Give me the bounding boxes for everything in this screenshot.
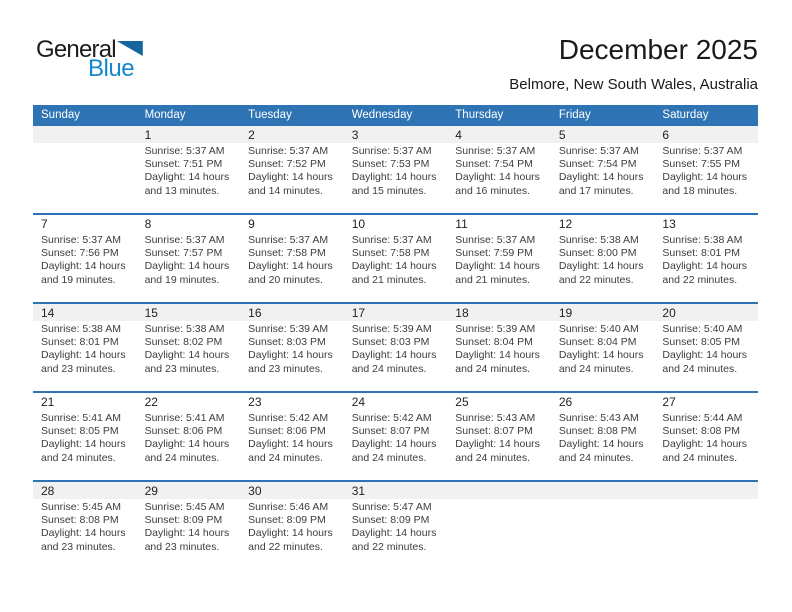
day-number: 21 [41,395,55,409]
day-cell [447,410,551,465]
day-detail-line: Sunrise: 5:37 AM [248,234,329,246]
day-detail-line: Sunrise: 5:42 AM [351,412,432,424]
day-detail-line: Daylight: 14 hours [144,171,230,184]
week-row [33,391,758,480]
day-number [654,482,758,499]
day-detail-line: and 24 minutes. [455,362,530,375]
day-number: 9 [248,217,255,231]
day-number-strip [33,482,758,499]
day-number-strip [33,393,758,410]
day-number [447,482,551,499]
day-detail-line: Sunrise: 5:37 AM [248,145,329,157]
day-number: 16 [248,306,262,320]
day-number: 11 [455,217,468,231]
day-detail-line: and 13 minutes. [144,184,220,197]
day-detail-line: Daylight: 14 hours [558,349,644,362]
day-number: 14 [41,306,55,320]
day-detail-line: Daylight: 14 hours [558,438,644,451]
day-detail-line: Sunrise: 5:43 AM [558,412,639,424]
day-detail-line: Sunset: 8:09 PM [144,514,223,527]
day-cell [344,232,448,287]
day-cell [344,499,448,554]
day-detail-line: and 21 minutes. [351,273,427,286]
day-detail-line: Sunset: 8:05 PM [41,425,119,438]
weekday-header-friday: Friday [558,108,591,121]
day-cell [344,410,448,465]
day-number: 29 [144,484,158,498]
day-number: 24 [351,395,366,409]
day-number: 4 [455,128,462,142]
day-detail-line: Daylight: 14 hours [351,171,437,184]
weekday-header-tuesday: Tuesday [248,108,292,121]
day-detail-line: Sunset: 7:54 PM [455,158,533,171]
day-detail-line: Sunset: 8:05 PM [662,336,741,349]
day-detail-line: and 23 minutes. [144,362,220,375]
day-number: 26 [558,395,573,409]
day-detail-line: Daylight: 14 hours [455,260,540,273]
day-cell [551,321,655,376]
day-number: 25 [455,395,469,409]
day-number: 27 [662,395,676,409]
day-number: 18 [455,306,469,320]
day-detail-line: Sunset: 8:08 PM [662,425,741,438]
day-cell [240,232,344,287]
weekday-header-saturday: Saturday [662,108,709,121]
day-detail-line: and 20 minutes. [248,273,323,286]
day-number-strip [33,304,758,321]
day-detail-line: Daylight: 14 hours [455,349,540,362]
day-detail-line: Daylight: 14 hours [662,349,748,362]
day-detail-line: Sunset: 8:03 PM [248,336,326,349]
day-details-row [33,232,758,287]
day-cell [654,321,758,376]
day-details-row [33,143,758,198]
day-detail-line: Sunset: 8:04 PM [455,336,533,349]
week-row [33,480,758,569]
day-detail-line: and 22 minutes. [248,540,323,553]
day-number: 20 [662,306,676,320]
day-detail-line: Sunrise: 5:47 AM [351,501,432,513]
day-number: 28 [41,484,55,498]
day-cell [33,232,137,287]
day-cell [447,321,551,376]
day-detail-line: and 24 minutes. [558,451,634,464]
day-cell [137,410,241,465]
day-cell [551,232,655,287]
day-detail-line: Daylight: 14 hours [351,349,437,362]
day-detail-line: Sunset: 8:06 PM [248,425,326,438]
day-detail-line: and 23 minutes. [41,540,116,553]
day-detail-line: Sunrise: 5:38 AM [144,323,225,335]
day-number: 12 [558,217,573,231]
day-detail-line: Sunrise: 5:37 AM [351,234,432,246]
day-detail-line: Sunset: 7:56 PM [41,247,119,260]
day-detail-line: Daylight: 14 hours [41,260,126,273]
day-number: 22 [144,395,158,409]
calendar-table [33,105,758,569]
weekday-header-monday: Monday [144,108,186,121]
day-cell [654,143,758,198]
day-detail-line: Daylight: 14 hours [41,438,126,451]
weekday-header-wednesday: Wednesday [351,108,413,121]
day-detail-line: Sunset: 7:52 PM [248,158,326,171]
day-number: 10 [351,217,366,231]
day-detail-line: Sunset: 7:53 PM [351,158,430,171]
day-detail-line: Sunrise: 5:38 AM [41,323,121,335]
day-detail-line: Daylight: 14 hours [662,260,748,273]
day-detail-line: Daylight: 14 hours [144,438,230,451]
day-detail-line: Sunrise: 5:42 AM [248,412,329,424]
day-detail-line: Sunset: 7:55 PM [662,158,741,171]
day-detail-line: Daylight: 14 hours [351,260,437,273]
day-detail-line: and 24 minutes. [662,362,738,375]
day-cell [240,410,344,465]
day-detail-line: Sunrise: 5:38 AM [662,234,743,246]
day-detail-line: Sunrise: 5:39 AM [351,323,432,335]
day-detail-line: and 23 minutes. [41,362,116,375]
day-detail-line: and 19 minutes. [144,273,220,286]
day-cell [654,232,758,287]
day-detail-line: Daylight: 14 hours [455,171,540,184]
day-cell [137,321,241,376]
week-row [33,302,758,391]
week-row [33,124,758,213]
day-cell [344,143,448,198]
day-detail-line: Daylight: 14 hours [351,438,437,451]
day-detail-line: Sunrise: 5:45 AM [41,501,121,513]
day-detail-line: Sunrise: 5:37 AM [144,234,225,246]
day-detail-line: Sunrise: 5:37 AM [455,234,536,246]
day-detail-line: and 24 minutes. [455,451,530,464]
day-details-row [33,499,758,554]
day-detail-line: Sunset: 7:59 PM [455,247,533,260]
day-detail-line: Sunset: 8:04 PM [558,336,637,349]
day-number: 19 [558,306,573,320]
day-detail-line: Sunrise: 5:41 AM [144,412,225,424]
day-detail-line: Sunset: 8:07 PM [351,425,430,438]
logo [36,36,143,83]
day-number [33,126,137,143]
day-number-strip [33,215,758,232]
day-detail-line: and 22 minutes. [351,540,427,553]
day-number: 3 [351,128,359,142]
weekday-header-sunday: Sunday [41,108,81,121]
day-cell [33,321,137,376]
day-detail-line: Daylight: 14 hours [248,260,333,273]
day-number [551,482,655,499]
day-cell [654,499,758,554]
day-detail-line: and 22 minutes. [558,273,634,286]
weekday-header-thursday: Thursday [455,108,504,121]
day-detail-line: and 24 minutes. [144,451,220,464]
day-number: 31 [351,484,366,498]
day-detail-line: Sunrise: 5:39 AM [248,323,329,335]
day-number: 7 [41,217,48,231]
day-detail-line: and 24 minutes. [41,451,116,464]
day-detail-line: and 24 minutes. [351,362,427,375]
day-cell [240,321,344,376]
weekday-header-row [33,105,758,124]
day-detail-line: Daylight: 14 hours [558,260,644,273]
day-detail-line: Sunset: 8:09 PM [351,514,430,527]
day-detail-line: and 21 minutes. [455,273,530,286]
day-detail-line: Sunset: 8:08 PM [558,425,637,438]
day-number: 23 [248,395,262,409]
day-cell [551,143,655,198]
day-number: 15 [144,306,158,320]
day-cell [240,499,344,554]
day-detail-line: Sunset: 8:02 PM [144,336,223,349]
day-detail-line: and 22 minutes. [662,273,738,286]
day-cell [137,232,241,287]
week-row [33,213,758,302]
day-detail-line: Sunset: 7:51 PM [144,158,223,171]
day-cell [551,499,655,554]
day-detail-line: Sunrise: 5:37 AM [662,145,743,157]
day-detail-line: and 19 minutes. [41,273,116,286]
day-detail-line: Sunrise: 5:37 AM [558,145,639,157]
day-detail-line: and 24 minutes. [558,362,634,375]
day-detail-line: and 14 minutes. [248,184,323,197]
day-cell [33,143,137,198]
day-detail-line: Daylight: 14 hours [248,349,333,362]
logo-general-text: General [36,36,116,63]
day-detail-line: and 24 minutes. [248,451,323,464]
day-cell [240,143,344,198]
day-detail-line: Sunrise: 5:44 AM [662,412,743,424]
day-detail-line: and 24 minutes. [662,451,738,464]
day-detail-line: Sunset: 8:08 PM [41,514,119,527]
day-details-row [33,321,758,376]
day-detail-line: and 24 minutes. [351,451,427,464]
day-detail-line: Sunset: 8:07 PM [455,425,533,438]
day-detail-line: Sunset: 7:54 PM [558,158,637,171]
day-detail-line: Sunrise: 5:39 AM [455,323,536,335]
day-detail-line: Sunrise: 5:37 AM [41,234,121,246]
day-detail-line: and 15 minutes. [351,184,427,197]
day-detail-line: Sunset: 7:58 PM [248,247,326,260]
day-detail-line: Sunrise: 5:41 AM [41,412,121,424]
day-detail-line: Sunrise: 5:45 AM [144,501,225,513]
day-detail-line: Daylight: 14 hours [248,527,333,540]
day-detail-line: Daylight: 14 hours [662,171,748,184]
day-detail-line: Sunrise: 5:37 AM [144,145,225,157]
day-detail-line: Daylight: 14 hours [455,438,540,451]
day-detail-line: and 17 minutes. [558,184,634,197]
day-detail-line: Daylight: 14 hours [248,171,333,184]
day-detail-line: Daylight: 14 hours [558,171,644,184]
day-cell [344,321,448,376]
day-number: 8 [144,217,152,231]
day-number: 2 [248,128,255,142]
day-cell [137,143,241,198]
day-detail-line: Sunrise: 5:43 AM [455,412,536,424]
day-detail-line: and 18 minutes. [662,184,738,197]
day-detail-line: Daylight: 14 hours [41,349,126,362]
day-cell [447,232,551,287]
day-detail-line: and 23 minutes. [144,540,220,553]
day-number: 1 [144,128,152,142]
weeks-container [33,124,758,569]
day-cell [33,499,137,554]
day-detail-line: Daylight: 14 hours [144,349,230,362]
day-number: 5 [558,128,566,142]
day-detail-line: and 16 minutes. [455,184,530,197]
day-detail-line: Sunrise: 5:46 AM [248,501,329,513]
day-detail-line: Sunrise: 5:37 AM [455,145,536,157]
location-subtitle: Belmore, New South Wales, Australia [509,76,758,93]
day-detail-line: Daylight: 14 hours [144,260,230,273]
day-detail-line: Sunrise: 5:40 AM [662,323,743,335]
day-cell [137,499,241,554]
day-detail-line: Sunset: 8:09 PM [248,514,326,527]
day-detail-line: Daylight: 14 hours [248,438,333,451]
day-details-row [33,410,758,465]
day-detail-line: Sunset: 7:58 PM [351,247,430,260]
day-detail-line: Sunrise: 5:40 AM [558,323,639,335]
day-number: 13 [662,217,676,231]
day-detail-line: Daylight: 14 hours [41,527,126,540]
day-cell [654,410,758,465]
day-detail-line: Sunset: 8:00 PM [558,247,637,260]
day-number: 17 [351,306,366,320]
day-cell [447,143,551,198]
logo-triangle-icon [117,41,143,56]
day-detail-line: Sunrise: 5:37 AM [351,145,432,157]
day-detail-line: and 23 minutes. [248,362,323,375]
day-detail-line: Sunrise: 5:38 AM [558,234,639,246]
day-detail-line: Sunset: 8:01 PM [41,336,119,349]
day-detail-line: Sunset: 8:06 PM [144,425,223,438]
logo-blue-text: Blue [88,55,135,82]
day-cell [33,410,137,465]
day-detail-line: Sunset: 8:01 PM [662,247,741,260]
day-detail-line: Daylight: 14 hours [662,438,748,451]
day-number: 6 [662,128,670,142]
day-cell [447,499,551,554]
day-detail-line: Daylight: 14 hours [351,527,437,540]
month-title: December 2025 [558,34,758,65]
day-cell [551,410,655,465]
day-detail-line: Daylight: 14 hours [144,527,230,540]
day-number-strip [33,126,758,143]
day-detail-line: Sunset: 7:57 PM [144,247,223,260]
day-number: 30 [248,484,262,498]
day-detail-line: Sunset: 8:03 PM [351,336,430,349]
